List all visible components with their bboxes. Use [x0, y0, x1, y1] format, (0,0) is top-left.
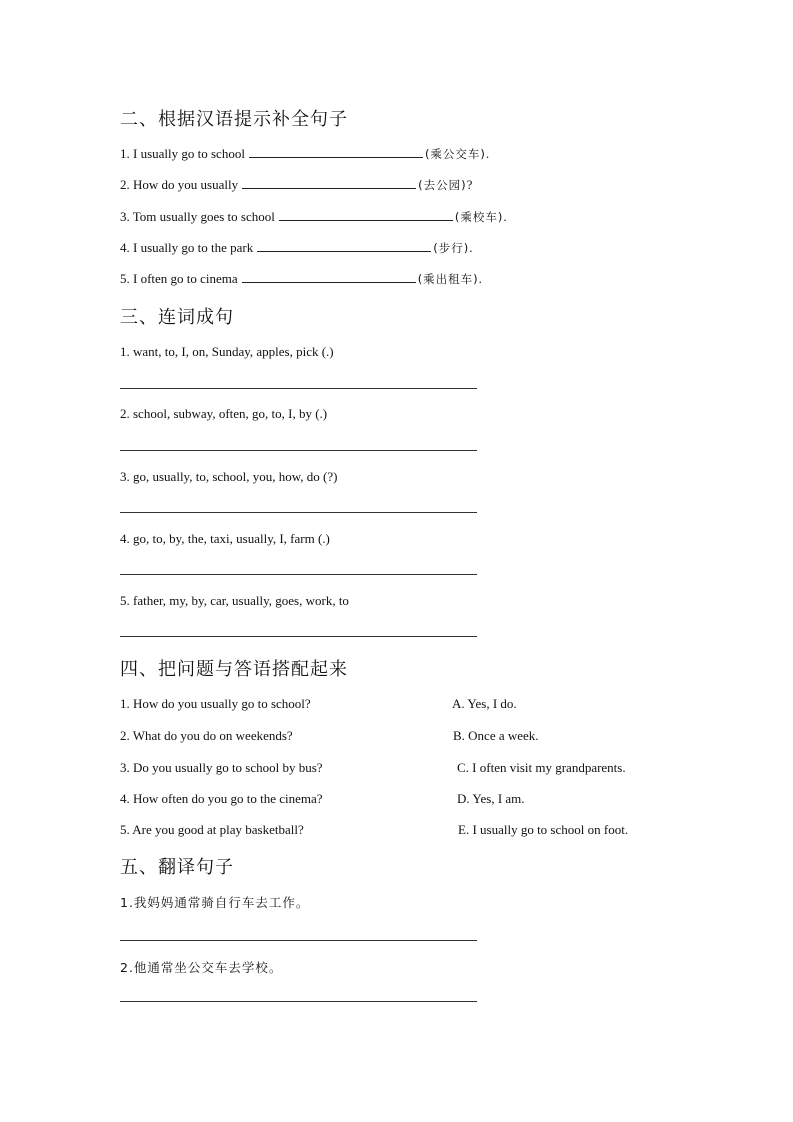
scramble-item-4: 4. go, to, by, the, taxi, usually, I, farm (.) [120, 531, 330, 546]
answer-c: C. I often visit my grandparents. [457, 760, 626, 775]
scramble-item-3: 3. go, usually, to, school, you, how, do (?) [120, 469, 338, 484]
answer-d: D. Yes, I am. [457, 791, 525, 806]
question-2: 2. What do you do on weekends? [120, 728, 293, 743]
section-4-heading: 四、把问题与答语搭配起来 [120, 659, 348, 680]
translate-item-2: 2.他通常坐公交车去学校。 [120, 960, 283, 975]
hint: (乘公交车) [424, 147, 486, 161]
fill-item-2 [120, 176, 472, 193]
answer-blank[interactable] [279, 208, 453, 221]
section-5-heading: 五、翻译句子 [120, 857, 234, 878]
answer-line[interactable] [120, 1001, 477, 1002]
answer-line[interactable] [120, 574, 477, 575]
scramble-item-5: 5. father, my, by, car, usually, goes, work, to [120, 593, 349, 608]
hint: (步行) [433, 241, 470, 255]
fill-item-1 [120, 145, 489, 162]
question-4: 4. How often do you go to the cinema? [120, 791, 323, 806]
answer-blank[interactable] [249, 145, 423, 158]
answer-blank[interactable] [242, 176, 416, 189]
question-1: 1. How do you usually go to school? [120, 696, 311, 711]
hint: (去公园) [418, 178, 467, 192]
section-3-heading: 三、连词成句 [120, 307, 234, 328]
answer-line[interactable] [120, 450, 477, 451]
answer-line[interactable] [120, 388, 477, 389]
answer-line[interactable] [120, 940, 477, 941]
fill-item-5 [120, 270, 482, 287]
item-text: 1. I usually go to school [120, 146, 245, 161]
hint: (乘出租车) [417, 272, 479, 286]
fill-item-3 [120, 208, 507, 225]
question-5: 5. Are you good at play basketball? [120, 822, 304, 837]
question-3: 3. Do you usually go to school by bus? [120, 760, 323, 775]
hint: (乘校车) [454, 210, 504, 224]
scramble-item-1: 1. want, to, I, on, Sunday, apples, pick (.) [120, 344, 334, 359]
answer-blank[interactable] [242, 270, 416, 283]
answer-blank[interactable] [257, 239, 431, 252]
punct: . [503, 209, 507, 224]
translate-item-1: 1.我妈妈通常骑自行车去工作。 [120, 895, 310, 910]
item-text: 5. I often go to cinema [120, 271, 238, 286]
item-text: 4. I usually go to the park [120, 240, 254, 255]
answer-a: A. Yes, I do. [452, 696, 517, 711]
item-text: 3. Tom usually goes to school [120, 209, 275, 224]
scramble-item-2: 2. school, subway, often, go, to, I, by (.) [120, 406, 328, 421]
punct: . [485, 146, 490, 161]
punct: . [478, 271, 482, 286]
answer-line[interactable] [120, 636, 477, 637]
punct: ? [466, 177, 473, 192]
section-2-heading: 二、根据汉语提示补全句子 [120, 109, 348, 130]
answer-b: B. Once a week. [453, 728, 539, 743]
fill-item-4 [120, 239, 472, 256]
item-text: 2. How do you usually [120, 177, 239, 192]
answer-line[interactable] [120, 512, 477, 513]
punct: . [469, 240, 473, 255]
answer-e: E. I usually go to school on foot. [458, 822, 629, 837]
